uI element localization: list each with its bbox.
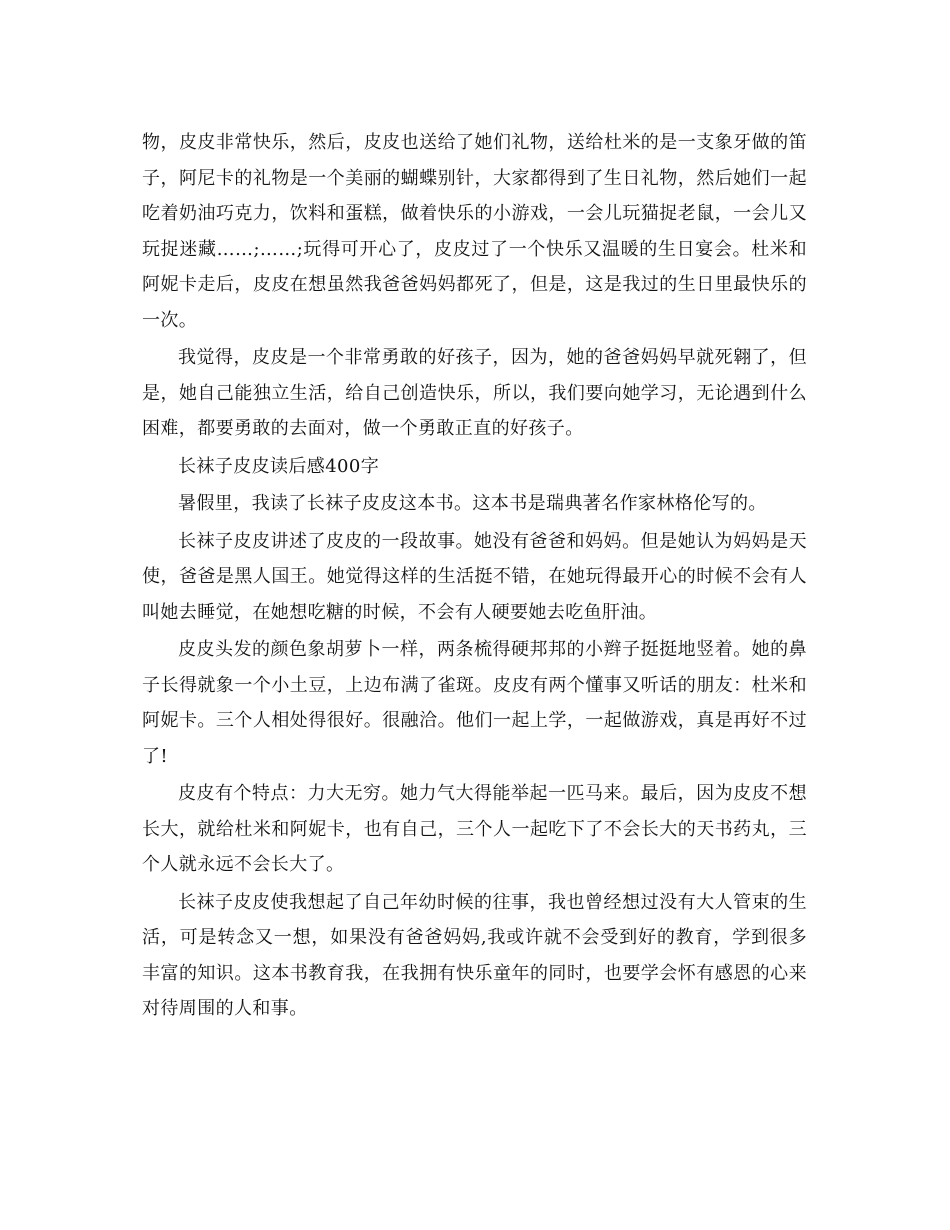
paragraph-strength: 皮皮有个特点：力大无穷。她力气大得能举起一匹马来。最后，因为皮皮不想长大，就给杜米和阿妮卡，也有自己，三个人一起吃下了不会长大的天书药丸，三个人就永远不会长大了。	[142, 783, 807, 875]
paragraph-opinion: 我觉得，皮皮是一个非常勇敢的好孩子，因为，她的爸爸妈妈早就死翱了，但是，她自己能独立生活，给自己创造快乐，所以，我们要向她学习，无论遇到什么困难，都要勇敢的去面对，做一个勇敢正直的好孩子。	[142, 347, 807, 439]
paragraph-story: 长袜子皮皮讲述了皮皮的一段故事。她没有爸爸和妈妈。但是她认为妈妈是天使，爸爸是黑人国王。她觉得这样的生活挺不错，在她玩得最开心的时候不会有人叫她去睡觉，在她想吃糖的时候，不会有人硬要她去吃鱼肝油。	[142, 530, 807, 623]
paragraph-continuation: 物，皮皮非常快乐，然后，皮皮也送给了她们礼物，送给杜米的是一支象牙做的笛子，阿尼卡的礼物是一个美丽的蝴蝶别针，大家都得到了生日礼物，然后她们一起吃着奶油巧克力，饮料和蛋糕，做着快乐的小游戏，一会儿玩猫捉老鼠，一会儿又玩捉迷藏……;……;玩得可开心了，皮皮过了一个快乐又温暖的生日宴会。杜米和阿妮卡走后，皮皮在想虽然我爸爸妈妈都死了，但是，这是我过的生日里最快乐的一次。	[142, 132, 807, 331]
section-heading: 长袜子皮皮读后感400字	[178, 455, 380, 477]
document-page	[142, 125, 807, 1029]
paragraph-intro: 暑假里，我读了长袜子皮皮这本书。这本书是瑞典著名作家林格伦写的。	[178, 493, 767, 514]
paragraph-reflection: 长袜子皮皮使我想起了自己年幼时候的往事，我也曾经想过没有大人管束的生活，可是转念又一想，如果没有爸爸妈妈,我或许就不会受到好的教育，学到很多丰富的知识。这本书教育我，在我拥有快乐童年的同时，也要学会怀有感恩的心来对待周围的人和事。	[142, 891, 807, 1019]
paragraph-appearance: 皮皮头发的颜色象胡萝卜一样，两条梳得硬邦邦的小辫子挺挺地竖着。她的鼻子长得就象一个小土豆，上边布满了雀斑。皮皮有两个懂事又听话的朋友：杜米和阿妮卡。三个人相处得很好。很融洽。他们一起上学，一起做游戏，真是再好不过了!	[142, 639, 807, 767]
